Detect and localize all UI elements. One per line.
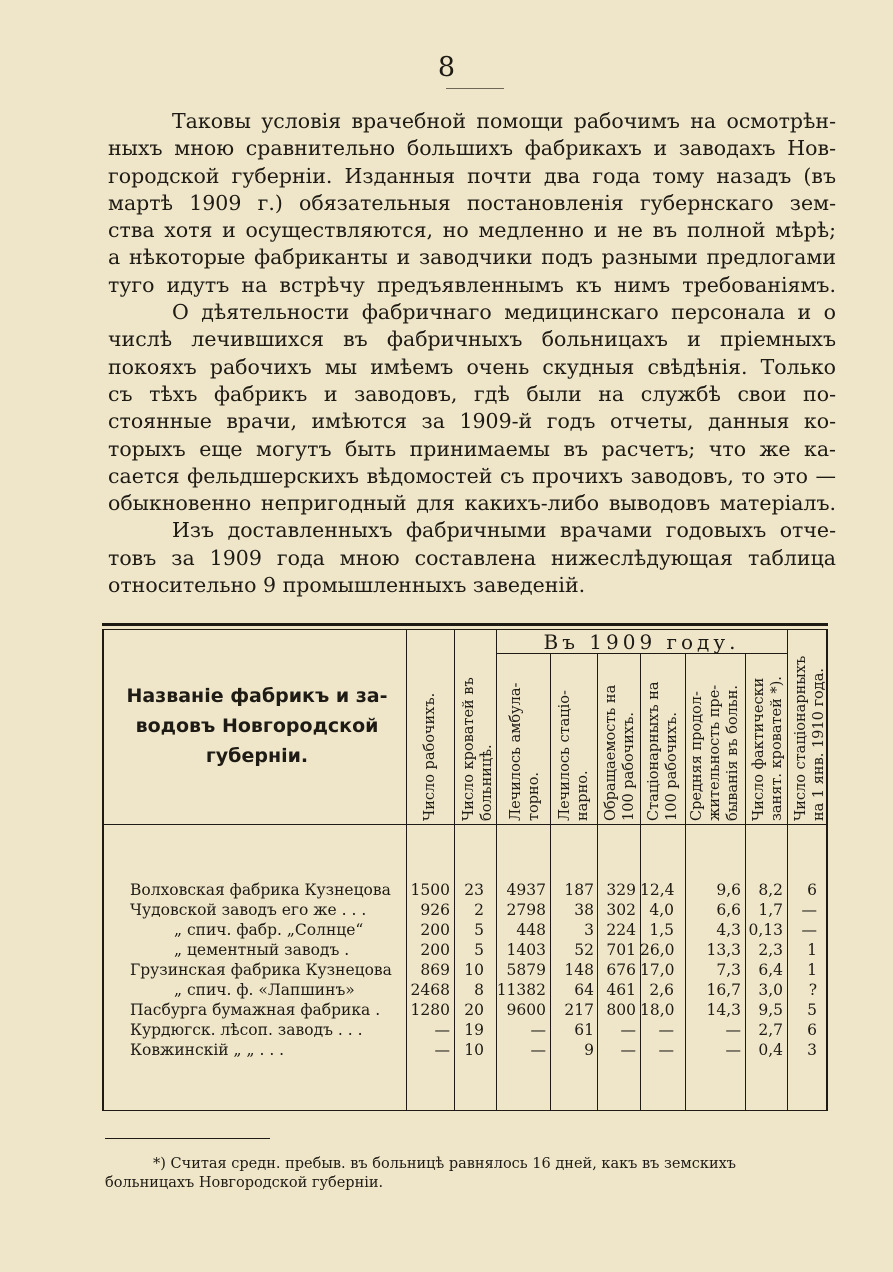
cell: — — [434, 1041, 450, 1059]
cell: 4937 — [506, 881, 546, 899]
text-line: О дѣятельности фабричнаго медицинскаго персонала и о — [172, 300, 836, 325]
text-line: мартѣ 1909 г.) обязательныя постановленія губернскаго зем- — [108, 190, 836, 215]
text-line: Таковы условія врачебной помощи рабочимъ на осмотрѣн- — [172, 109, 836, 133]
table-top-rule — [102, 623, 828, 626]
cell: 6,6 — [716, 901, 741, 919]
cell: 2,3 — [758, 941, 783, 959]
header-line: быванія въ больн. — [725, 685, 741, 821]
cell: 4,0 — [649, 901, 674, 919]
cell: 1 — [807, 961, 817, 979]
header-line: занят. кроватей *). — [769, 676, 785, 821]
row-name: Чудовской заводъ его же . . . — [130, 901, 367, 919]
header-inpatients-1910 — [788, 631, 832, 821]
table-row — [102, 960, 828, 980]
cell: — — [725, 1021, 741, 1039]
header-line: Число кроватей въ — [461, 677, 477, 821]
cell: — — [658, 1021, 674, 1039]
cell: 1500 — [410, 881, 450, 899]
cell: 20 — [464, 1001, 484, 1019]
cell: 23 — [464, 881, 484, 899]
header-line: нарно. — [575, 770, 591, 821]
header-visits-per-100 — [598, 651, 642, 821]
footnote-line: больницахъ Новгородской губерніи. — [105, 1175, 384, 1191]
cell: 676 — [606, 961, 636, 979]
cell: 200 — [420, 921, 450, 939]
header-inpatient-per-100 — [641, 651, 685, 821]
header-line: Лечилось стаціо- — [557, 690, 573, 821]
text-line: относительно 9 промышленныхъ заведеній. — [108, 573, 586, 598]
text-line: ныхъ мною сравнительно большихъ фабрикахъ и заводахъ Нов- — [108, 136, 836, 161]
header-line: Стаціонарныхъ на — [646, 681, 662, 821]
text-line: сается фельдшерскихъ вѣдомостей съ прочихъ заводовъ, то это — — [108, 463, 836, 488]
header-workers — [408, 651, 452, 821]
page-number-rule — [446, 88, 504, 89]
footnote — [105, 1155, 835, 1193]
cell: ? — [808, 981, 817, 999]
cell: 926 — [420, 901, 450, 919]
name-column-header — [108, 681, 406, 771]
cell: 12,4 — [640, 881, 675, 899]
header-line: Число фактически — [751, 677, 767, 821]
cell: — — [434, 1021, 450, 1039]
table-row — [102, 1020, 828, 1040]
cell: 5 — [807, 1001, 817, 1019]
group-title: Въ 1909 году. — [543, 630, 740, 654]
cell: 13,3 — [706, 941, 741, 959]
cell: — — [530, 1041, 546, 1059]
cell: — — [620, 1041, 636, 1059]
cell: 64 — [574, 981, 594, 999]
cell: 11382 — [496, 981, 546, 999]
text-line: городской губерніи. Изданныя почти два года тому назадъ (въ — [108, 163, 836, 188]
cell: 10 — [464, 961, 484, 979]
cell: 9,6 — [716, 881, 741, 899]
cell: 148 — [564, 961, 594, 979]
cell: 217 — [564, 1001, 594, 1019]
cell: — — [658, 1041, 674, 1059]
footnote-rule — [105, 1138, 270, 1139]
header-beds — [456, 651, 500, 821]
cell: 461 — [606, 981, 636, 999]
header-line: больницѣ. — [479, 744, 495, 821]
cell: 5 — [474, 921, 484, 939]
row-name: „ спич. ф. «Лапшинъ» — [174, 981, 355, 999]
cell: 26,0 — [640, 941, 675, 959]
text-line: обыкновенно непригодный для какихъ-либо выводовъ матеріалъ. — [108, 491, 836, 516]
cell: 224 — [606, 921, 636, 939]
cell: — — [801, 921, 817, 939]
header-occupied-beds — [746, 651, 790, 821]
row-name: Ковжинскій „ „ . . . — [130, 1041, 285, 1059]
cell: 4,3 — [716, 921, 741, 939]
cell: 9600 — [506, 1001, 546, 1019]
cell: 14,3 — [706, 1001, 741, 1019]
text-line: числѣ лечившихся въ фабричныхъ больницахъ и пріемныхъ — [108, 327, 836, 352]
header-line: 100 рабочихъ. — [621, 712, 637, 821]
header-line: Обращаемость на — [603, 684, 619, 821]
row-name: Грузинская фабрика Кузнецова — [130, 961, 392, 979]
text-line: покояхъ рабочихъ мы имѣемъ очень скудныя свѣдѣнія. Только — [108, 354, 836, 379]
cell: 8,2 — [758, 881, 783, 899]
text-line: туго идутъ на встрѣчу предъявленнымъ къ нимъ требованіямъ. — [108, 272, 836, 297]
cell: 2,7 — [758, 1021, 783, 1039]
header-line: 100 рабочихъ. — [664, 712, 680, 821]
cell: 800 — [606, 1001, 636, 1019]
table-header-rule — [102, 824, 828, 825]
cell: 1,7 — [758, 901, 783, 919]
cell: 9 — [584, 1041, 594, 1059]
cell: — — [801, 901, 817, 919]
table-row — [102, 940, 828, 960]
table-row — [102, 900, 828, 920]
cell: 1,5 — [649, 921, 674, 939]
header-inpatient — [552, 651, 596, 821]
text-line: торыхъ еще могутъ быть принимаемы въ расчетъ; что же ка- — [108, 436, 836, 461]
cell: 187 — [564, 881, 594, 899]
row-name: Волховская фабрика Кузнецова — [130, 881, 391, 899]
row-name: „ цементный заводъ . — [174, 941, 350, 959]
cell: 9,5 — [758, 1001, 783, 1019]
table-row — [102, 980, 828, 1000]
text-line: Изъ доставленныхъ фабричными врачами годовыхъ отче- — [172, 518, 836, 543]
cell: 61 — [574, 1021, 594, 1039]
cell: 3,0 — [758, 981, 783, 999]
cell: — — [620, 1021, 636, 1039]
cell: 38 — [574, 901, 594, 919]
cell: 2 — [474, 901, 484, 919]
row-name: Пасбурга бумажная фабрика . — [130, 1001, 381, 1019]
cell: 5879 — [506, 961, 546, 979]
cell: 6,4 — [758, 961, 783, 979]
header-line: Названіе фабрикъ и за- — [126, 685, 388, 707]
footnote-line: *) Считая средн. пребыв. въ больницѣ равнялось 16 дней, какъ въ земскихъ — [153, 1156, 737, 1172]
text-line: товъ за 1909 года мною составлена нижеслѣдующая таблица — [108, 545, 836, 570]
cell: 10 — [464, 1041, 484, 1059]
cell: 0,13 — [748, 921, 783, 939]
header-line: Число рабочихъ. — [422, 692, 438, 821]
cell: 701 — [606, 941, 636, 959]
cell: 7,3 — [716, 961, 741, 979]
body-text — [108, 108, 836, 599]
cell: 329 — [606, 881, 636, 899]
cell: 6 — [807, 881, 817, 899]
header-line: Средняя продол- — [689, 691, 705, 821]
row-name: Курдюгск. лѣсоп. заводъ . . . — [130, 1021, 363, 1039]
page-number: 8 — [437, 52, 456, 83]
cell: 17,0 — [640, 961, 675, 979]
cell: 0,4 — [758, 1041, 783, 1059]
text-line: а нѣкоторые фабриканты и заводчики подъ разными предлогами — [108, 245, 836, 270]
table-row — [102, 1040, 828, 1060]
cell: 200 — [420, 941, 450, 959]
text-line: съ тѣхъ фабрикъ и заводовъ, гдѣ были на службѣ свои по- — [108, 381, 836, 406]
cell: 3 — [807, 1041, 817, 1059]
header-line: водовъ Новгородской — [135, 715, 379, 737]
header-avg-stay — [686, 651, 744, 821]
header-line: торно. — [526, 771, 542, 821]
cell: 5 — [474, 941, 484, 959]
table-body — [102, 880, 828, 1060]
table-row — [102, 920, 828, 940]
row-name: „ спич. фабр. „Солнце“ — [174, 921, 364, 939]
cell: 16,7 — [706, 981, 741, 999]
cell: 19 — [464, 1021, 484, 1039]
table-bottom-rule — [102, 1110, 828, 1111]
cell: 8 — [474, 981, 484, 999]
table-row — [102, 1000, 828, 1020]
header-line: Число стаціонарныхъ — [793, 655, 809, 821]
header-line: на 1 янв. 1910 года. — [811, 668, 827, 821]
cell: 869 — [420, 961, 450, 979]
header-line: губерніи. — [205, 745, 309, 767]
cell: 3 — [584, 921, 594, 939]
cell: — — [530, 1021, 546, 1039]
cell: 6 — [807, 1021, 817, 1039]
cell: 1403 — [506, 941, 546, 959]
cell: — — [725, 1041, 741, 1059]
cell: 1 — [807, 941, 817, 959]
text-line: стоянные врачи, имѣются за 1909-й годъ отчеты, данныя ко- — [108, 409, 836, 434]
header-line: жительность пре- — [707, 684, 723, 821]
cell: 2798 — [506, 901, 546, 919]
header-line: Лечилось амбула- — [508, 682, 524, 821]
cell: 2,6 — [649, 981, 674, 999]
cell: 1280 — [410, 1001, 450, 1019]
cell: 52 — [574, 941, 594, 959]
cell: 302 — [606, 901, 636, 919]
header-outpatient — [503, 651, 547, 821]
cell: 18,0 — [640, 1001, 675, 1019]
cell: 2468 — [410, 981, 450, 999]
statistics-table — [102, 623, 828, 1113]
text-line: ства хотя и осуществляются, но медленно и не въ полной мѣрѣ; — [108, 218, 836, 243]
cell: 448 — [516, 921, 546, 939]
table-row — [102, 880, 828, 900]
